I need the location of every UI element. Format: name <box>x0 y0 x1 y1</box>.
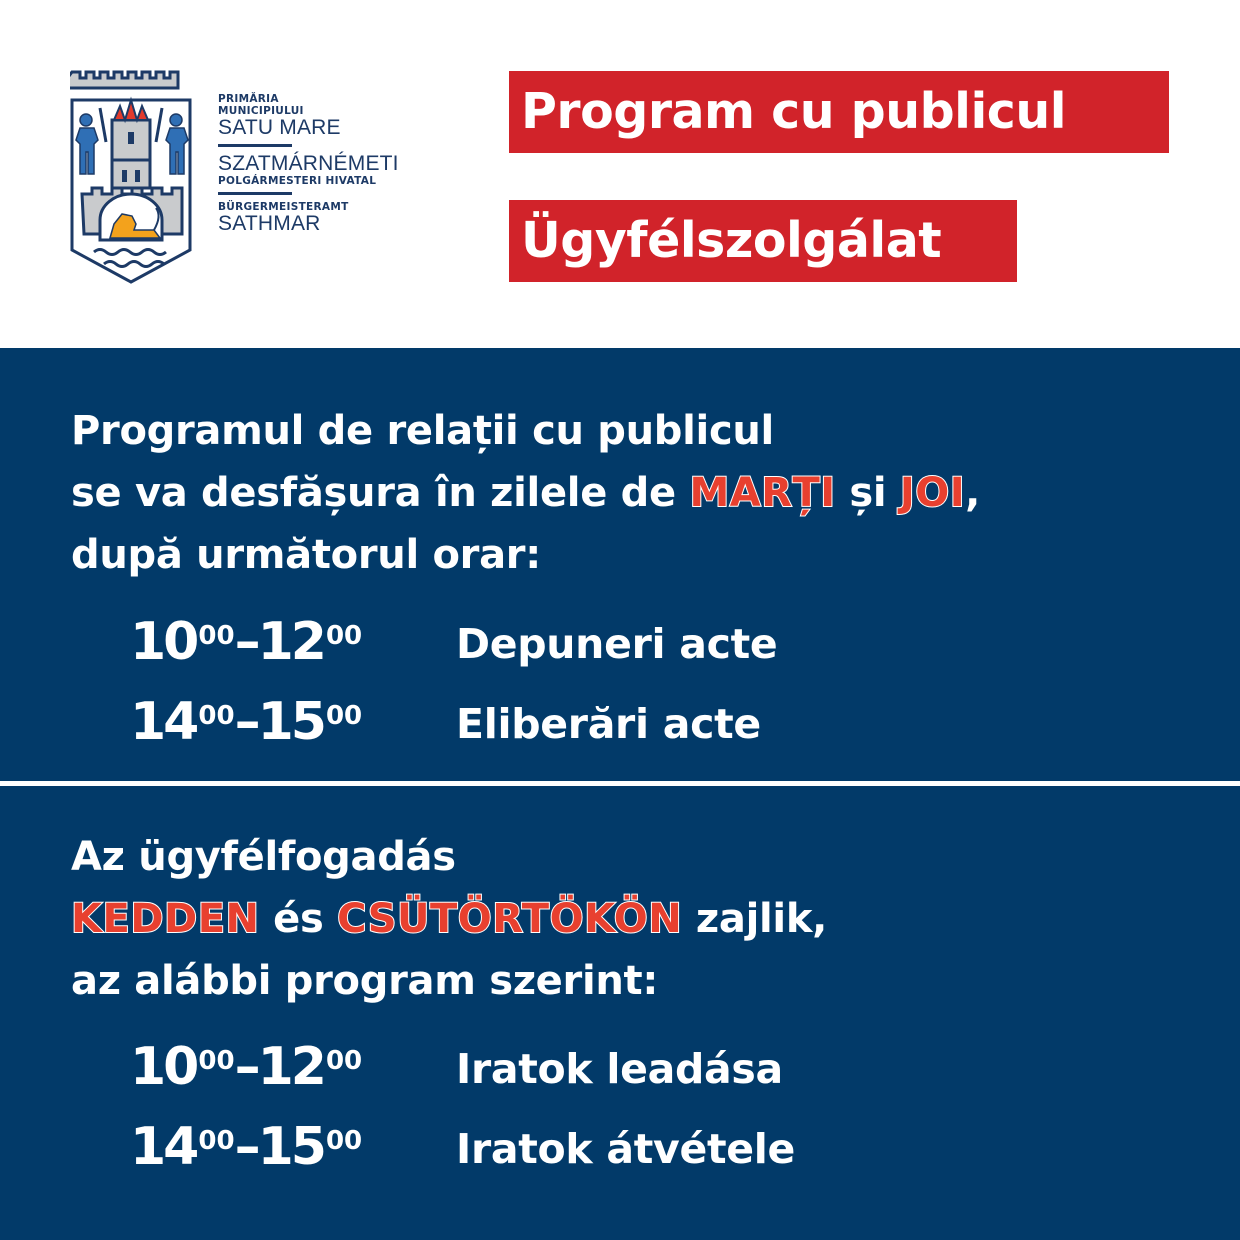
title-hu: Ügyfélszolgálat <box>509 200 1017 282</box>
org-de-big: SATHMAR <box>218 212 321 235</box>
hungarian-intro <box>71 826 827 1012</box>
day-highlight-thursday: CSÜTÖRTÖKÖN <box>337 896 683 942</box>
time-range: $14^{00}-15^{00}$ <box>130 692 363 752</box>
hu-line-2-post: zajlik, <box>682 896 828 942</box>
org-hu-big: SZATMÁRNÉMETI <box>218 152 399 175</box>
ro-line-3: după următorul orar: <box>71 532 541 578</box>
ro-line-2-pre: se va desfășura în zilele de <box>71 470 690 516</box>
hu-line-3: az alábbi program szerint: <box>71 958 659 1004</box>
ro-line-2-post: , <box>965 470 981 516</box>
hu-line-2 <box>71 888 827 950</box>
hu-line-2-mid: és <box>259 896 338 942</box>
schedule-label: Iratok átvétele <box>456 1125 796 1173</box>
org-de-small: BÜRGERMEISTERAMT <box>218 201 349 213</box>
org-divider <box>218 192 292 195</box>
ro-line-2-mid: și <box>835 470 900 516</box>
schedule-label: Eliberări acte <box>456 700 761 748</box>
schedule-label: Depuneri acte <box>456 620 778 668</box>
org-divider <box>218 144 292 147</box>
title-ro: Program cu publicul <box>509 71 1169 153</box>
time-range: $10^{00}-12^{00}$ <box>130 1037 363 1097</box>
romanian-intro <box>71 400 980 586</box>
organization-name <box>218 93 399 235</box>
time-range: $14^{00}-15^{00}$ <box>130 1117 363 1177</box>
schedule-label: Iratok leadása <box>456 1045 783 1093</box>
header <box>0 0 1240 348</box>
org-ro-small-1: PRIMĂRIA <box>218 93 279 105</box>
org-hu-small: POLGÁRMESTERI HIVATAL <box>218 175 377 187</box>
hu-line-1: Az ügyfélfogadás <box>71 834 456 880</box>
coat-of-arms-icon <box>70 70 192 284</box>
time-range: $10^{00}-12^{00}$ <box>130 612 363 672</box>
day-highlight-tuesday: MARȚI <box>689 470 836 516</box>
org-ro-small-2: MUNICIPIULUI <box>218 105 304 117</box>
day-highlight-thursday: JOI <box>899 470 966 516</box>
ro-line-2 <box>71 462 980 524</box>
org-ro-big: SATU MARE <box>218 116 341 139</box>
day-highlight-tuesday: KEDDEN <box>71 896 260 942</box>
ro-line-1: Programul de relații cu publicul <box>71 408 774 454</box>
